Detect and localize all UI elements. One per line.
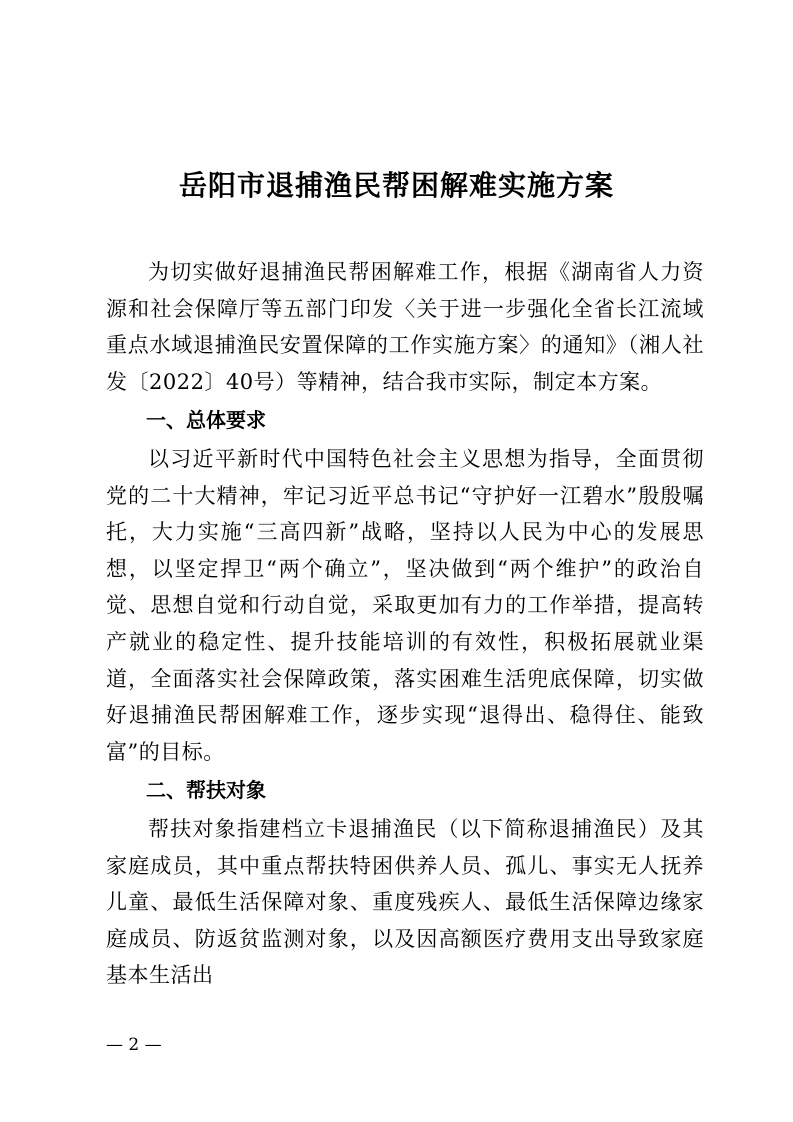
section-paragraph-general-requirements: 以习近平新时代中国特色社会主义思想为指导，全面贯彻党的二十大精神，牢记习近平总书记“守护好一江碧水”殷殷嘱托，大力实施“三高四新”战略，坚持以人民为中心的发展思想，以坚定捍卫“两个确立”，坚决做到“两个维护”的政治自觉、思想自觉和行动自觉，采取更加有力的工作举措，提高转产就业的稳定性、提升技能培训的有效性，积极拓展就业渠道，全面落实社会保障政策，落实困难生活兜底保障，切实做好退捕渔民帮困解难工作，逐步实现“退得出、稳得住、能致富”的目标。 (106, 446, 704, 764)
page-number: — 2 — (106, 1035, 162, 1055)
document-body (106, 254, 704, 994)
document-title: 岳阳市退捕渔民帮困解难实施方案 (178, 169, 614, 202)
section-paragraph-assistance-targets: 帮扶对象指建档立卡退捕渔民（以下简称退捕渔民）及其家庭成员，其中重点帮扶特困供养人员、孤儿、事实无人抚养儿童、最低生活保障对象、重度残疾人、最低生活保障边缘家庭成员、防返贫监测对象，以及因高额医疗费用支出导致家庭基本生活出 (106, 816, 704, 988)
section-heading-assistance-targets: 二、帮扶对象 (146, 778, 266, 803)
intro-paragraph: 为切实做好退捕渔民帮困解难工作，根据《湖南省人力资源和社会保障厅等五部门印发〈关于进一步强化全省长江流域重点水域退捕渔民安置保障的工作实施方案〉的通知》（湘人社发〔2022〕40号）等精神，结合我市实际，制定本方案。 (106, 260, 704, 394)
section-heading-general-requirements: 一、总体要求 (146, 408, 266, 433)
